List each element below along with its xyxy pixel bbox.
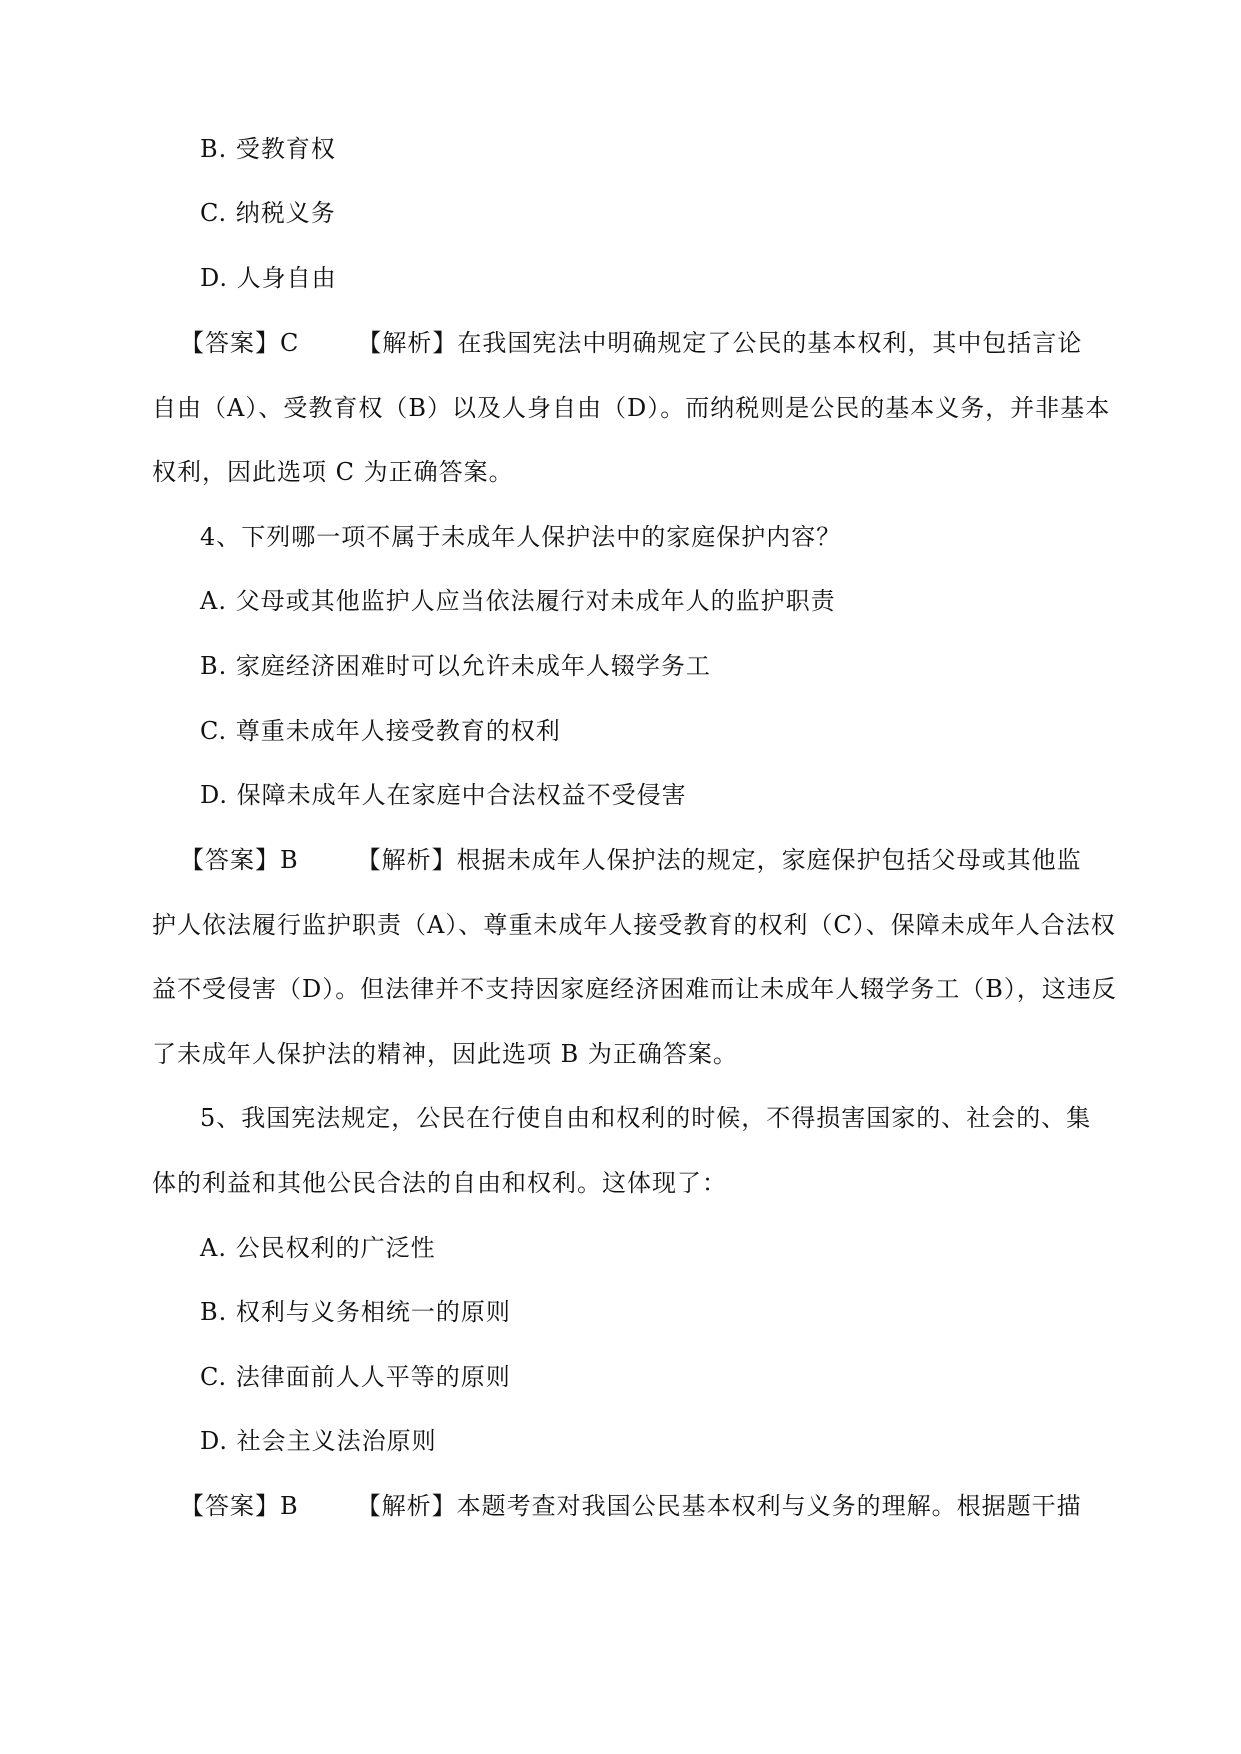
q3-option-c: C. 纳税义务 [200,199,336,227]
q4-question: 4、下列哪一项不属于未成年人保护法中的家庭保护内容？ [200,523,842,551]
analysis-text: 根据未成年人保护法的规定，家庭保护包括父母或其他监 [456,846,1082,874]
q5-option-a: A. 公民权利的广泛性 [200,1234,436,1262]
analysis-text: 本题考查对我国公民基本权利与义务的理解。根据题干描 [456,1492,1082,1520]
answer-label: 【答案】B [180,1492,299,1520]
q3-analysis-line: 自由（A）、受教育权（B）以及人身自由（D）。而纳税则是公民的基本义务，并非基本 [152,394,1111,422]
q4-analysis-line: 了未成年人保护法的精神，因此选项 B 为正确答案。 [152,1040,738,1068]
q4-option-d: D. 保障未成年人在家庭中合法权益不受侵害 [200,781,687,809]
analysis-label: 【解析】 [356,1492,457,1520]
q4-analysis-line: 益不受侵害（D）。但法律并不支持因家庭经济困难而让未成年人辍学务工（B），这违反 [152,975,1117,1003]
q4-option-b: B. 家庭经济困难时可以允许未成年人辍学务工 [200,652,711,680]
q4-option-c: C. 尊重未成年人接受教育的权利 [200,717,561,745]
q3-option-d: D. 人身自由 [200,264,337,292]
analysis-label: 【解析】 [356,846,457,874]
answer-label: 【答案】C [180,329,300,357]
q5-option-d: D. 社会主义法治原则 [200,1427,437,1455]
answer-label: 【答案】B [180,846,299,874]
analysis-label: 【解析】 [357,329,458,357]
q3-answer-line [180,326,1120,360]
q5-option-c: C. 法律面前人人平等的原则 [200,1363,511,1391]
q3-option-b: B. 受教育权 [200,135,336,163]
q3-analysis-line: 权利，因此选项 C 为正确答案。 [152,458,514,486]
q4-analysis-line: 护人依法履行监护职责（A）、尊重未成年人接受教育的权利（C）、保障未成年人合法权 [152,911,1116,939]
q5-option-b: B. 权利与义务相统一的原则 [200,1298,511,1326]
q5-answer-line [180,1489,1120,1523]
q4-option-a: A. 父母或其他监护人应当依法履行对未成年人的监护职责 [200,587,836,615]
q4-answer-line [180,843,1120,877]
q5-question-line: 5、我国宪法规定，公民在行使自由和权利的时候，不得损害国家的、社会的、集 [200,1104,1092,1132]
analysis-text: 在我国宪法中明确规定了公民的基本权利，其中包括言论 [457,329,1083,357]
q5-question-line: 体的利益和其他公民合法的自由和权利。这体现了： [152,1169,727,1197]
